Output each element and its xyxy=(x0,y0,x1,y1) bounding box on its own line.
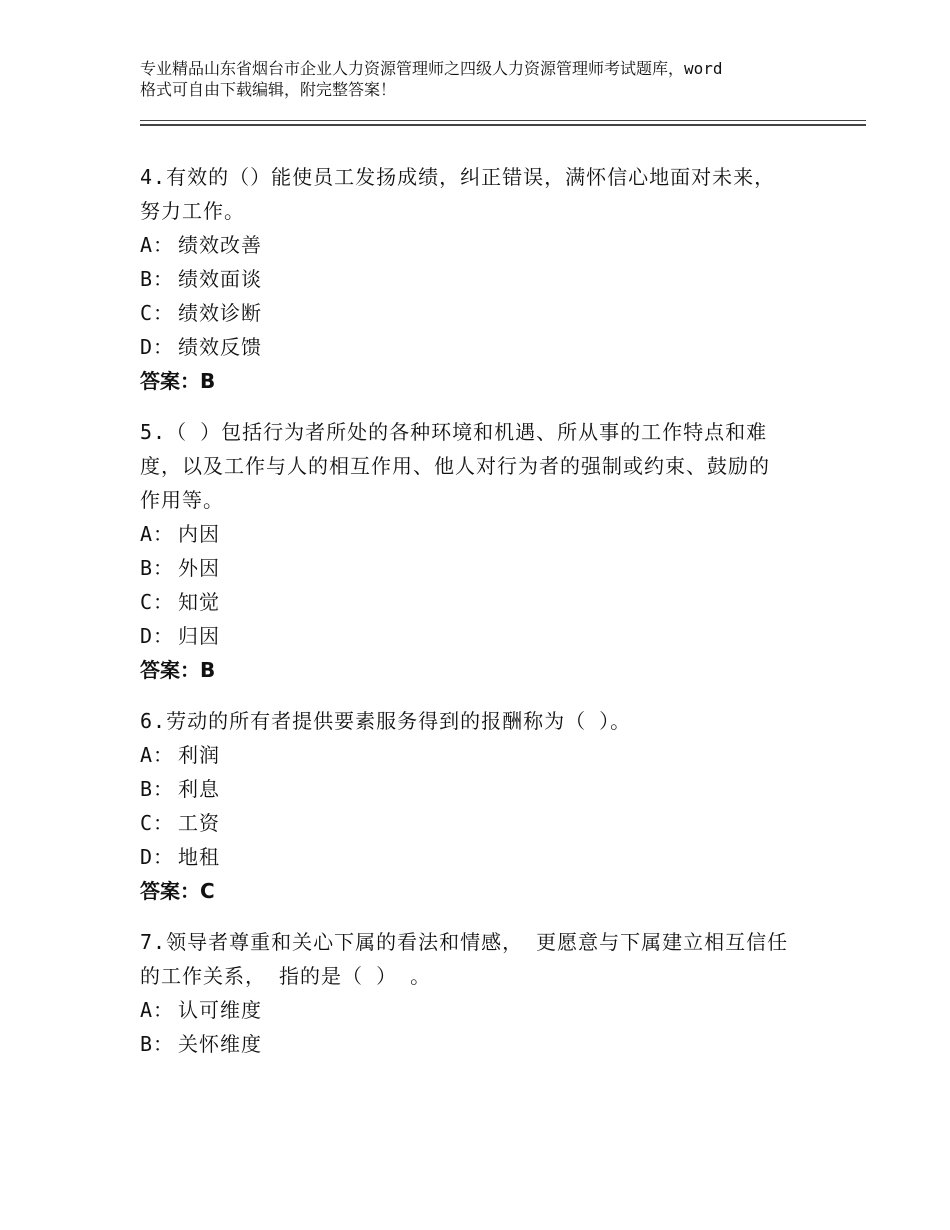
answer-option xyxy=(140,619,820,653)
question-stem-line: 4.有效的（）能使员工发扬成绩，纠正错误，满怀信心地面对未来， xyxy=(140,165,776,189)
document-header xyxy=(140,58,840,100)
question-block xyxy=(140,160,820,398)
option-text: 绩效反馈 xyxy=(178,335,263,359)
answer-option xyxy=(140,330,820,364)
option-text: 利润 xyxy=(178,743,221,767)
option-letter: B： xyxy=(140,777,175,801)
question-stem-line: 5.（ ）包括行为者所处的各种环境和机遇、所从事的工作特点和难 xyxy=(140,420,768,444)
question-list xyxy=(140,160,820,1078)
answer-option xyxy=(140,1027,820,1061)
option-text: 归因 xyxy=(178,624,221,648)
answer-option xyxy=(140,993,820,1027)
question-block xyxy=(140,704,820,908)
header-line-1: 专业精品山东省烟台市企业人力资源管理师之四级人力资源管理师考试题库，word xyxy=(140,59,723,78)
option-letter: A： xyxy=(140,998,175,1022)
answer-option xyxy=(140,806,820,840)
option-letter: A： xyxy=(140,743,175,767)
question-stem xyxy=(140,160,820,228)
answer-key: 答案：C xyxy=(140,879,215,903)
question-stem-line: 作用等。 xyxy=(140,488,224,512)
question-stem-line: 努力工作。 xyxy=(140,199,245,223)
question-stem-line: 7.领导者尊重和关心下属的看法和情感， 更愿意与下属建立相互信任 xyxy=(140,930,789,954)
option-text: 知觉 xyxy=(178,590,221,614)
answer-option xyxy=(140,551,820,585)
question-block xyxy=(140,415,820,687)
question-stem-line: 的工作关系， 指的是（ ） 。 xyxy=(140,964,432,988)
option-text: 认可维度 xyxy=(178,998,263,1022)
option-text: 绩效诊断 xyxy=(178,301,263,325)
question-stem xyxy=(140,925,820,993)
answer-option xyxy=(140,296,820,330)
answer-option xyxy=(140,585,820,619)
option-text: 绩效改善 xyxy=(178,233,263,257)
answer-option xyxy=(140,517,820,551)
option-text: 绩效面谈 xyxy=(178,267,263,291)
option-text: 外因 xyxy=(178,556,221,580)
answer-option xyxy=(140,840,820,874)
option-letter: D： xyxy=(140,335,175,359)
option-text: 工资 xyxy=(178,811,221,835)
answer-option xyxy=(140,738,820,772)
question-stem-line: 6.劳动的所有者提供要素服务得到的报酬称为（ ）。 xyxy=(140,709,632,733)
question-stem xyxy=(140,704,820,738)
answer-key: 答案：B xyxy=(140,658,216,682)
header-line-2: 格式可自由下载编辑，附完整答案！ xyxy=(140,80,397,99)
option-text: 关怀维度 xyxy=(178,1032,263,1056)
answer-option xyxy=(140,262,820,296)
option-letter: C： xyxy=(140,301,175,325)
option-letter: B： xyxy=(140,267,175,291)
question-stem xyxy=(140,415,820,517)
option-text: 利息 xyxy=(178,777,221,801)
option-letter: D： xyxy=(140,845,175,869)
answer-option xyxy=(140,772,820,806)
header-divider xyxy=(140,120,866,121)
option-letter: A： xyxy=(140,522,175,546)
answer-key: 答案：B xyxy=(140,369,216,393)
option-letter: D： xyxy=(140,624,175,648)
header-divider-thick xyxy=(140,124,866,126)
option-letter: C： xyxy=(140,590,175,614)
option-letter: A： xyxy=(140,233,175,257)
question-stem-line: 度，以及工作与人的相互作用、他人对行为者的强制或约束、鼓励的 xyxy=(140,454,770,478)
answer-option xyxy=(140,228,820,262)
question-block xyxy=(140,925,820,1061)
option-text: 内因 xyxy=(178,522,221,546)
option-letter: B： xyxy=(140,1032,175,1056)
option-letter: C： xyxy=(140,811,175,835)
option-letter: B： xyxy=(140,556,175,580)
option-text: 地租 xyxy=(178,845,221,869)
